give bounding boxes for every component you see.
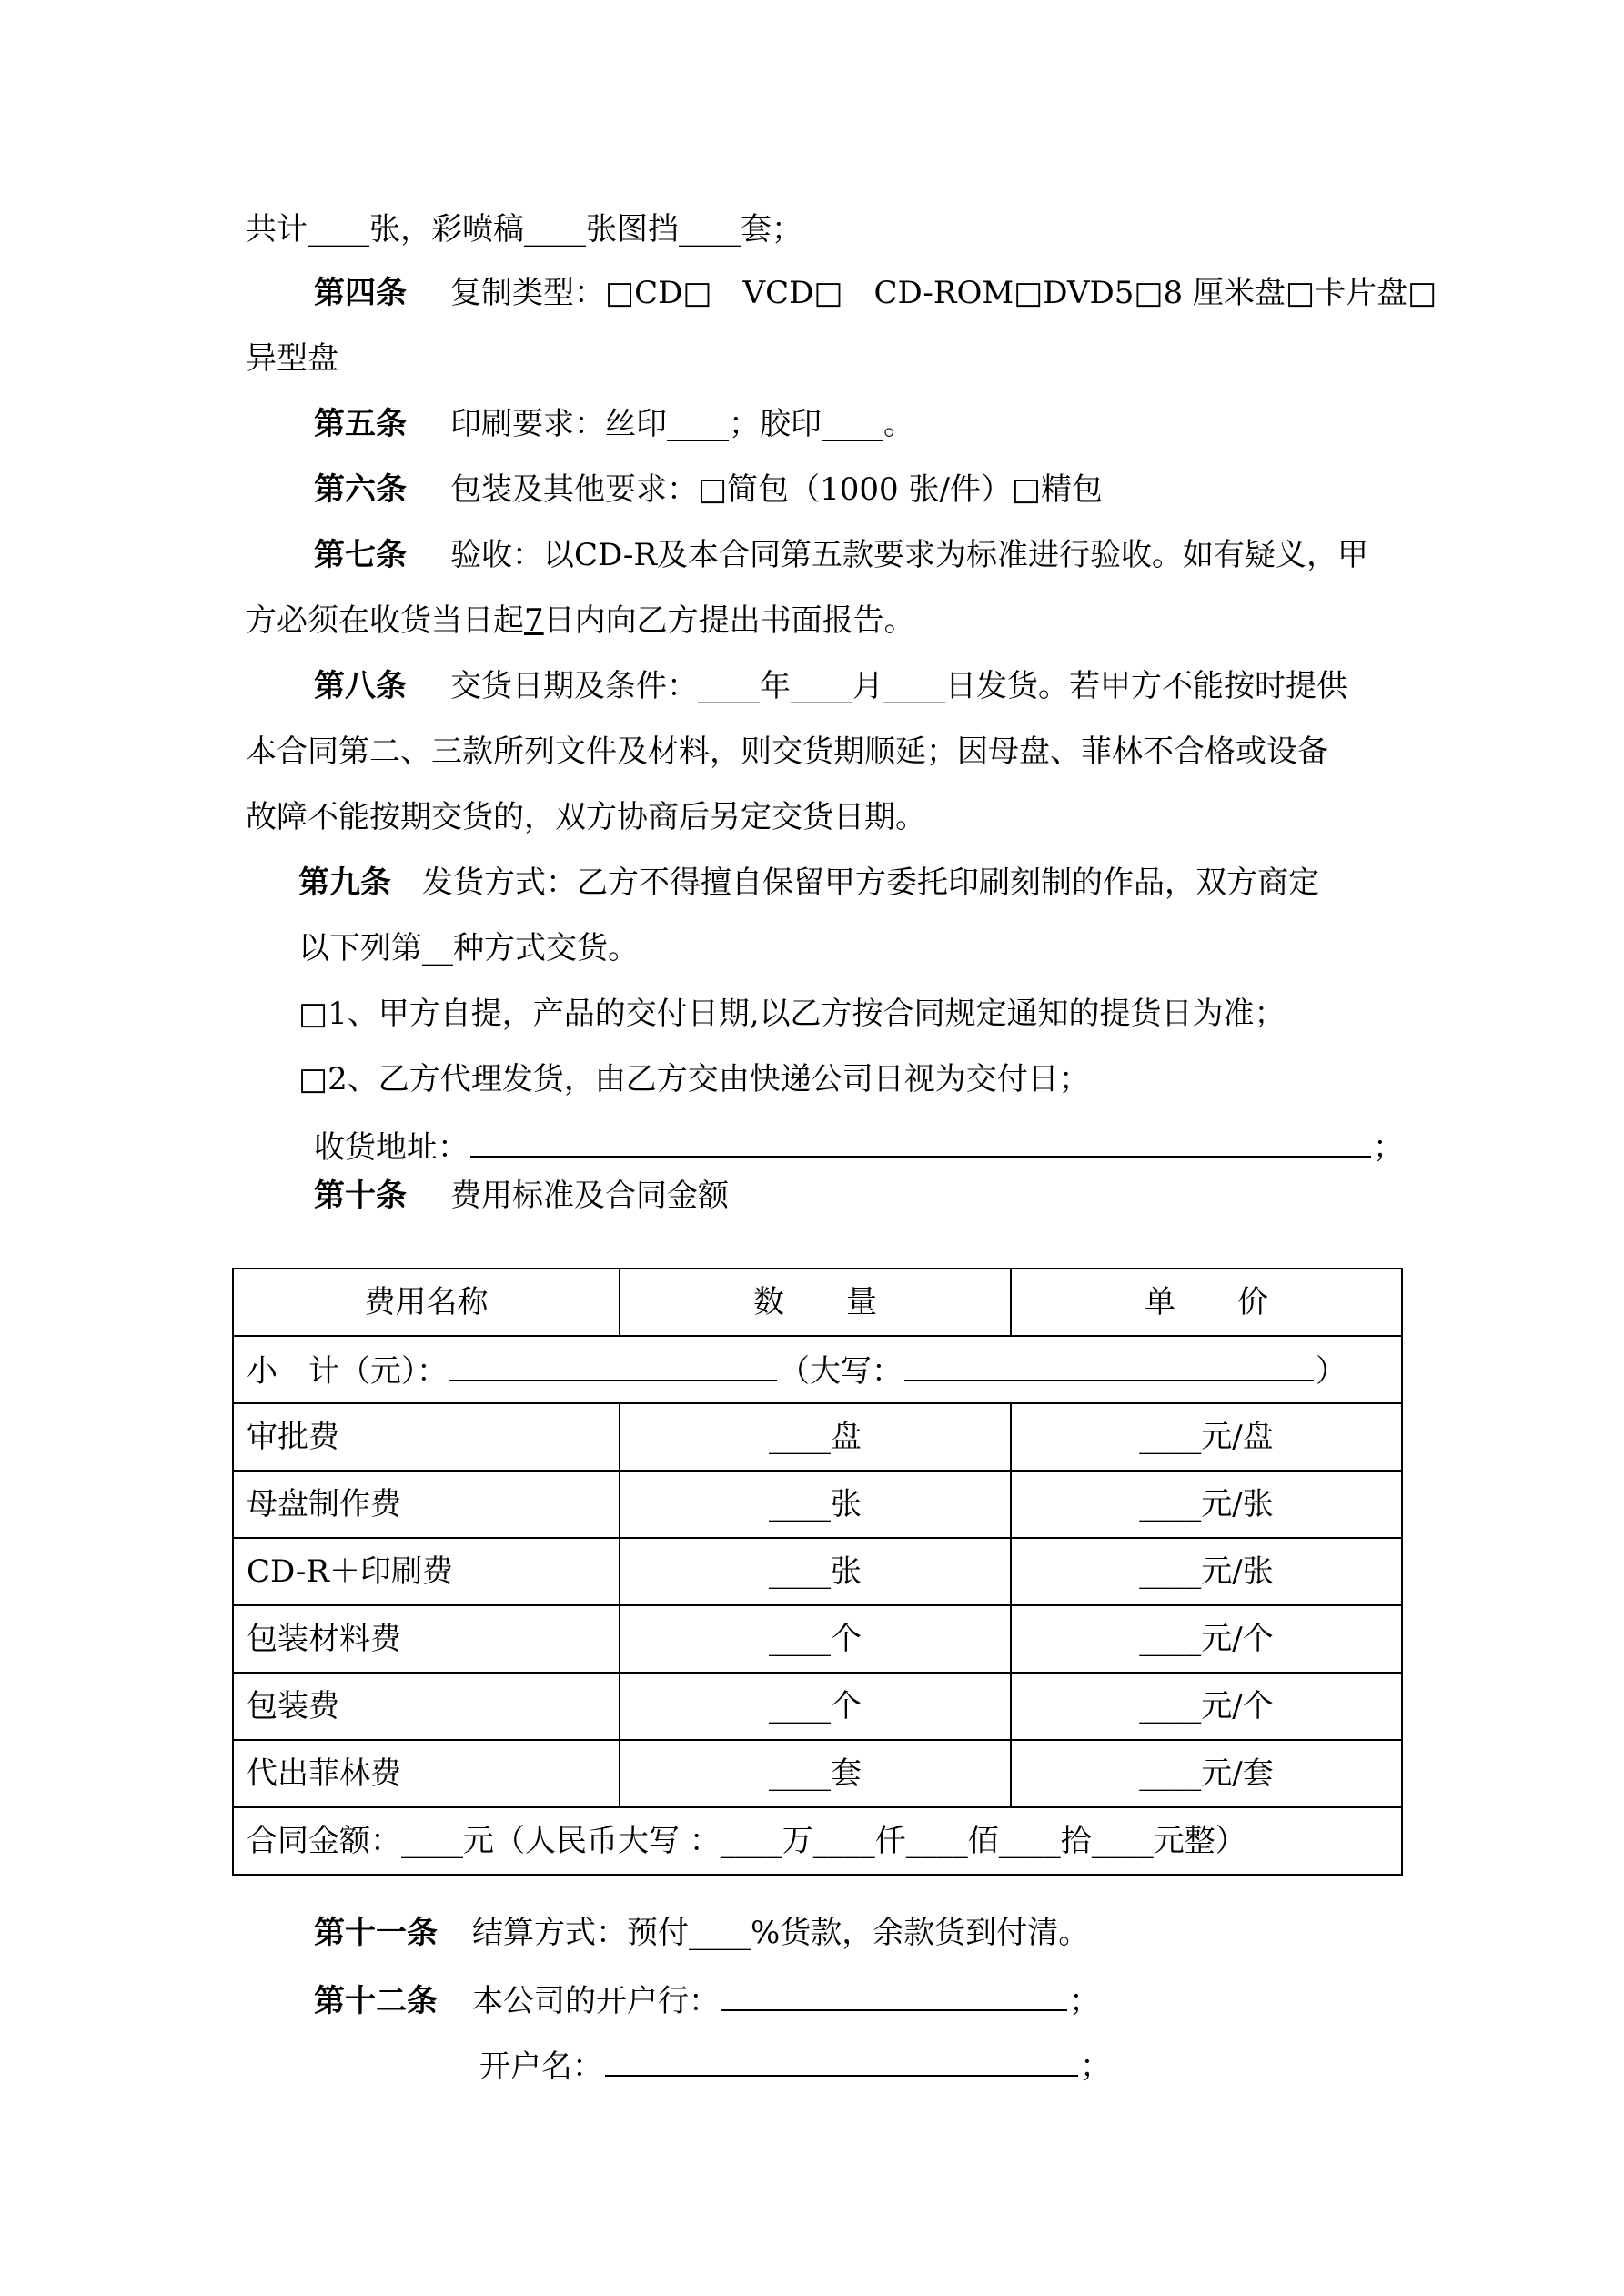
article-7-heading: 第七条 bbox=[314, 537, 407, 573]
article-8-continuation-2: 故障不能按期交货的，双方协商后另定交货日期。 bbox=[246, 799, 926, 835]
fee-name: 代出菲林费 bbox=[233, 1740, 620, 1807]
fee-table bbox=[232, 1268, 1403, 1876]
header-unit-price: 单 价 bbox=[1011, 1269, 1402, 1336]
article-5-heading: 第五条 bbox=[314, 406, 407, 442]
header-quantity: 数 量 bbox=[620, 1269, 1011, 1336]
fee-price: ____元/个 bbox=[1011, 1673, 1402, 1740]
fee-qty: ____张 bbox=[620, 1471, 1011, 1538]
fee-name: 审批费 bbox=[233, 1403, 620, 1471]
bank-end: ； bbox=[1069, 1983, 1100, 2019]
fee-price: ____元/张 bbox=[1011, 1471, 1402, 1538]
article-11-text: 结算方式：预付____%货款，余款货到付清。 bbox=[472, 1915, 1090, 1951]
line-1: 共计____张，彩喷稿____张图挡____套； bbox=[246, 211, 802, 248]
fee-name: 包装费 bbox=[233, 1673, 620, 1740]
article-9-continuation: 以下列第__种方式交货。 bbox=[298, 930, 639, 966]
article-8-heading: 第八条 bbox=[314, 668, 407, 704]
article-7-cont-b: 日内向乙方提出书面报告。 bbox=[543, 602, 915, 639]
article-12 bbox=[314, 1980, 1100, 2019]
article-9-text: 发货方式：乙方不得擅自保留甲方委托印刷刻制的作品，双方商定 bbox=[422, 865, 1319, 901]
fee-price: ____元/张 bbox=[1011, 1538, 1402, 1605]
table-row bbox=[233, 1605, 1402, 1673]
subtotal-label: 小 计（元）： bbox=[247, 1352, 448, 1390]
address-label: 收货地址： bbox=[314, 1129, 469, 1166]
option-1: □1、甲方自提，产品的交付日期,以乙方按合同规定通知的提货日为准； bbox=[298, 996, 1286, 1032]
article-7-continuation bbox=[246, 602, 915, 639]
fee-name: 包装材料费 bbox=[233, 1605, 620, 1673]
table-row bbox=[233, 1403, 1402, 1471]
article-4-text: 复制类型：□CD□ VCD□ CD-ROM□DVD5□8 厘米盘□卡片盘□ bbox=[450, 275, 1437, 311]
subtotal-close: ） bbox=[1316, 1352, 1347, 1390]
fee-qty: ____个 bbox=[620, 1673, 1011, 1740]
article-7 bbox=[314, 537, 1368, 573]
option-2: □2、乙方代理发货，由乙方交由快递公司日视为交付日； bbox=[298, 1061, 1090, 1097]
fee-price: ____元/盘 bbox=[1011, 1403, 1402, 1471]
article-8-continuation-1: 本合同第二、三款所列文件及材料，则交货期顺延；因母盘、菲林不合格或设备 bbox=[246, 733, 1328, 770]
subtotal-field[interactable] bbox=[449, 1350, 777, 1381]
article-8-text: 交货日期及条件：____年____月____日发货。若甲方不能按时提供 bbox=[450, 668, 1347, 704]
article-5-text: 印刷要求：丝印____；胶印____。 bbox=[450, 406, 914, 442]
bank-label: 本公司的开户行： bbox=[472, 1983, 720, 2019]
article-9 bbox=[298, 865, 1319, 901]
article-12-heading: 第十二条 bbox=[314, 1983, 438, 2019]
article-6 bbox=[314, 471, 1103, 508]
article-11 bbox=[314, 1915, 1089, 1951]
bank-field[interactable] bbox=[721, 1980, 1067, 2011]
account-name-field[interactable] bbox=[605, 2046, 1078, 2077]
address-end: ； bbox=[1373, 1129, 1404, 1166]
subtotal-cell bbox=[233, 1336, 1402, 1403]
article-4-heading: 第四条 bbox=[314, 275, 407, 311]
article-5 bbox=[314, 406, 914, 442]
article-6-heading: 第六条 bbox=[314, 471, 407, 508]
fee-price: ____元/个 bbox=[1011, 1605, 1402, 1673]
fee-name: CD-R＋印刷费 bbox=[233, 1538, 620, 1605]
subtotal-row bbox=[233, 1336, 1402, 1403]
article-4 bbox=[314, 275, 1437, 311]
address-field[interactable] bbox=[470, 1127, 1371, 1158]
article-7-cont-a: 方必须在收货当日起 bbox=[246, 602, 524, 639]
article-6-text: 包装及其他要求：□简包（1000 张/件）□精包 bbox=[450, 471, 1104, 508]
fee-price: ____元/套 bbox=[1011, 1740, 1402, 1807]
article-10-text: 费用标准及合同金额 bbox=[450, 1178, 729, 1214]
table-header-row bbox=[233, 1269, 1402, 1336]
table-row bbox=[233, 1740, 1402, 1807]
fee-qty: ____个 bbox=[620, 1605, 1011, 1673]
article-4-continuation: 异型盘 bbox=[246, 340, 338, 377]
account-name-label: 开户名： bbox=[479, 2048, 603, 2085]
subtotal-cn-field[interactable] bbox=[904, 1350, 1314, 1381]
header-fee-name: 费用名称 bbox=[233, 1269, 620, 1336]
article-7-days: 7 bbox=[524, 602, 544, 639]
total-row bbox=[233, 1807, 1402, 1875]
article-9-heading: 第九条 bbox=[298, 865, 391, 901]
article-10-heading: 第十条 bbox=[314, 1178, 407, 1214]
article-10 bbox=[314, 1178, 729, 1214]
table-row bbox=[233, 1673, 1402, 1740]
fee-qty: ____套 bbox=[620, 1740, 1011, 1807]
table-row bbox=[233, 1471, 1402, 1538]
account-name-line bbox=[479, 2046, 1111, 2085]
total-cell: 合同金额：____元（人民币大写 ：____万____仟____佰____拾____元整） bbox=[233, 1807, 1402, 1875]
fee-name: 母盘制作费 bbox=[233, 1471, 620, 1538]
subtotal-cn-label: （大写： bbox=[779, 1352, 903, 1390]
fee-qty: ____张 bbox=[620, 1538, 1011, 1605]
table-row bbox=[233, 1538, 1402, 1605]
article-7-text: 验收：以CD-R及本合同第五款要求为标准进行验收。如有疑义，甲 bbox=[450, 537, 1368, 573]
address-line bbox=[314, 1127, 1404, 1166]
article-8 bbox=[314, 668, 1347, 704]
fee-qty: ____盘 bbox=[620, 1403, 1011, 1471]
account-name-end: ； bbox=[1080, 2048, 1111, 2085]
article-11-heading: 第十一条 bbox=[314, 1915, 438, 1951]
